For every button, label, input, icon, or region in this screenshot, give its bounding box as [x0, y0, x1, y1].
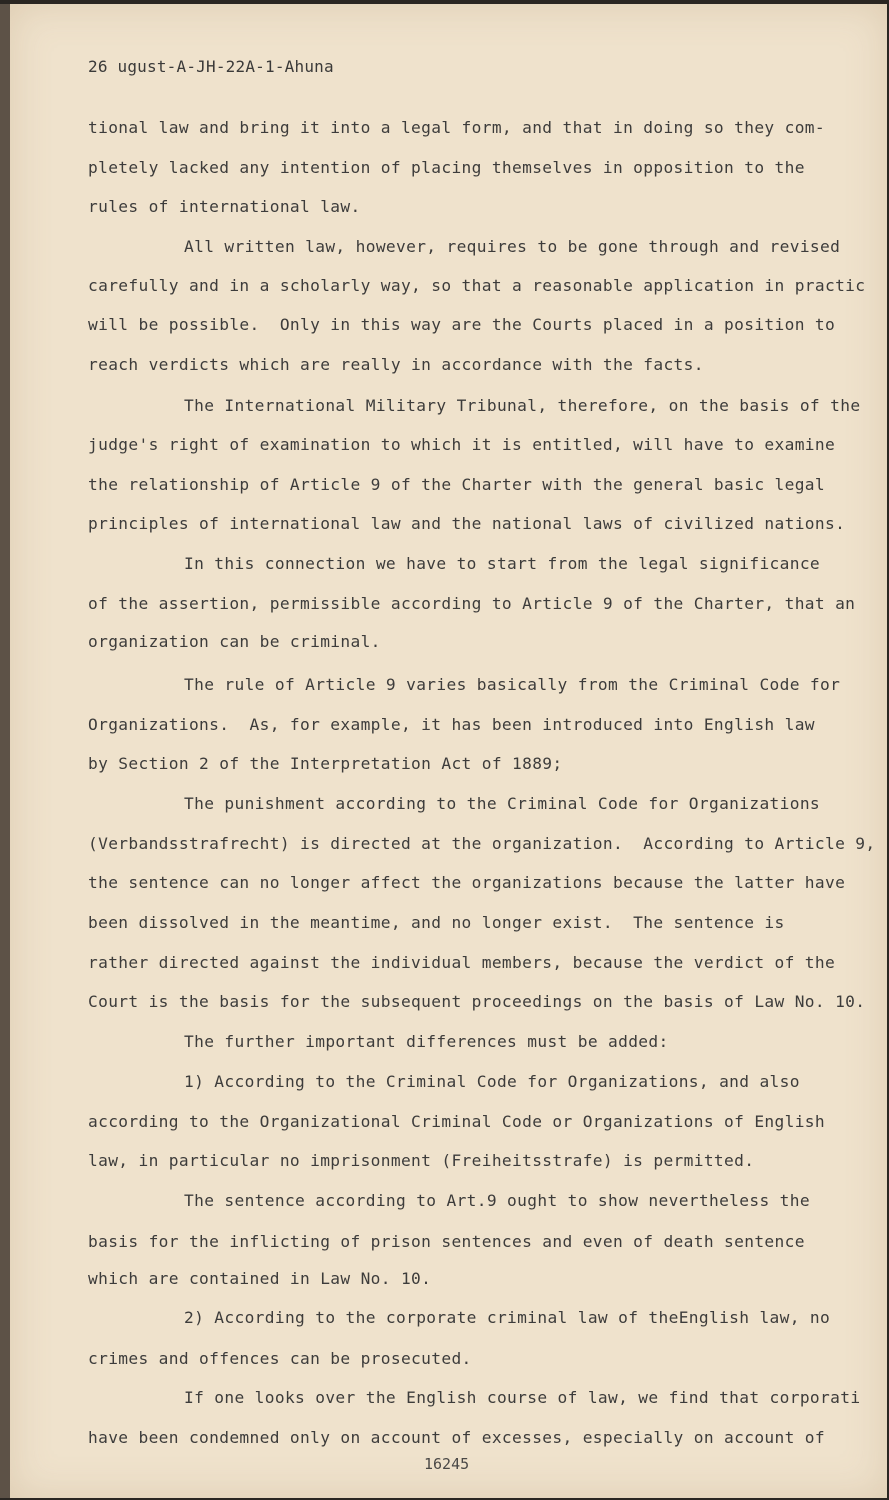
page-number: 16245 [424, 1455, 470, 1473]
text-line: crimes and offences can be prosecuted. [88, 1349, 472, 1368]
text-line: judge's right of examination to which it is entitled, will have to examine [88, 435, 836, 454]
text-line: 2) According to the corporate criminal law of theEnglish law, no [184, 1308, 831, 1327]
text-line: of the assertion, permissible according to Article 9 of the Charter, that an [88, 594, 856, 613]
text-line: Court is the basis for the subsequent proceedings on the basis of Law No. 10. [88, 992, 866, 1011]
text-line: The punishment according to the Criminal Code for Organizations [184, 794, 821, 813]
text-line: the sentence can no longer affect the organizations because the latter have [88, 873, 846, 892]
text-line: 1) According to the Criminal Code for Organizations, and also [184, 1072, 800, 1091]
text-line: been dissolved in the meantime, and no longer exist. The sentence is [88, 913, 785, 932]
text-line: The International Military Tribunal, therefore, on the basis of the [184, 396, 861, 415]
text-line: organization can be criminal. [88, 632, 381, 651]
text-line: will be possible. Only in this way are the Courts placed in a position to [88, 315, 836, 334]
page-left-edge [0, 4, 10, 1498]
text-line: carefully and in a scholarly way, so that a reasonable application in practic [88, 276, 866, 295]
text-line: Organizations. As, for example, it has been introduced into English law [88, 715, 815, 734]
text-line: (Verbandsstrafrecht) is directed at the organization. According to Article 9, [88, 834, 876, 853]
text-line: The rule of Article 9 varies basically from the Criminal Code for [184, 675, 841, 694]
text-line: which are contained in Law No. 10. [88, 1269, 432, 1288]
page-header: 26 ugust-A-JH-22A-1-Ahuna [88, 57, 334, 76]
text-line: rather directed against the individual members, because the verdict of the [88, 953, 836, 972]
text-line: tional law and bring it into a legal form, and that in doing so they com- [88, 118, 825, 137]
text-line: basis for the inflicting of prison sentences and even of death sentence [88, 1232, 805, 1251]
text-line: The sentence according to Art.9 ought to show nevertheless the [184, 1191, 810, 1210]
text-line: principles of international law and the national laws of civilized nations. [88, 514, 846, 533]
text-line: All written law, however, requires to be gone through and revised [184, 237, 841, 256]
text-line: by Section 2 of the Interpretation Act of 1889; [88, 754, 563, 773]
text-line: reach verdicts which are really in accordance with the facts. [88, 355, 704, 374]
text-line: In this connection we have to start from the legal significance [184, 554, 821, 573]
text-line: according to the Organizational Criminal Code or Organizations of English [88, 1112, 825, 1131]
text-line: the relationship of Article 9 of the Charter with the general basic legal [88, 475, 825, 494]
text-line: pletely lacked any intention of placing themselves in opposition to the [88, 158, 805, 177]
text-line: have been condemned only on account of excesses, especially on account of [88, 1428, 825, 1447]
text-line: rules of international law. [88, 197, 361, 216]
text-line: law, in particular no imprisonment (Freiheitsstrafe) is permitted. [88, 1151, 755, 1170]
text-line: The further important differences must be added: [184, 1032, 669, 1051]
text-line: If one looks over the English course of law, we find that corporati [184, 1388, 861, 1407]
